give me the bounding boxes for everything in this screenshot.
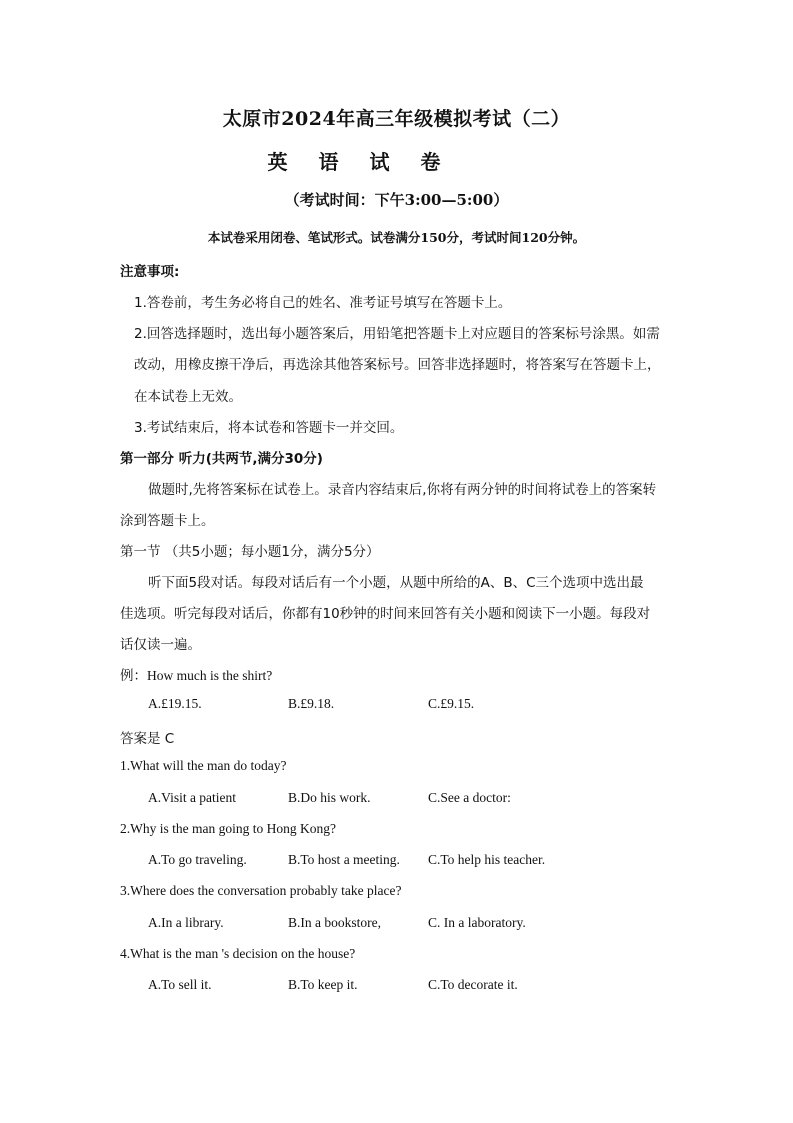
q3-option-c: C. In a laboratory. — [428, 915, 526, 930]
q4-option-c: C.To decorate it. — [428, 977, 518, 992]
q2-option-b: B.To host a meeting. — [288, 852, 400, 867]
example-option-c: C.£9.15. — [428, 696, 475, 711]
example-prefix: 例： — [120, 668, 147, 684]
section1-intro: 佳选项。听完每段对话后，你都有10秒钟的时间来回答有关小题和阅读下一小题。每段对 — [120, 606, 651, 622]
example-question — [120, 664, 272, 684]
q2-option-c: C.To help his teacher. — [428, 852, 546, 867]
part1-intro: 做题时,先将答案标在试卷上。录音内容结束后,你将有两分钟的时间将试卷上的答案转 — [148, 482, 657, 498]
example-question-text: How much is the shirt? — [147, 668, 273, 683]
instructions-heading: 注意事项: — [120, 264, 180, 280]
instruction-item: 2.回答选择题时，选出每小题答案后，用铅笔把答题卡上对应题目的答案标号涂黑。如需 — [134, 326, 660, 342]
example-option-a: A.£19.15. — [148, 696, 202, 711]
section1-intro: 听下面5段对话。每段对话后有一个小题，从题中所给的A、B、C三个选项中选出最 — [148, 575, 644, 591]
q4-option-a: A.To sell it. — [148, 977, 212, 992]
q1-option-a: A.Visit a patient — [148, 790, 237, 805]
instruction-item: 1.答卷前，考生务必将自己的姓名、准考证号填写在答题卡上。 — [134, 295, 512, 311]
question-4: 4.What is the man 's decision on the house? — [120, 946, 356, 961]
exam-time: （考试时间：下午3:00—5:00） — [284, 191, 509, 209]
q4-option-b: B.To keep it. — [288, 977, 358, 992]
section1-heading: 第一节 （共5小题；每小题1分，满分5分） — [120, 544, 380, 560]
part1-heading: 第一部分 听力(共两节,满分30分) — [120, 451, 323, 467]
example-option-b: B.£9.18. — [288, 696, 335, 711]
q1-option-c: C.See a doctor: — [428, 790, 511, 805]
question-1: 1.What will the man do today? — [120, 758, 287, 773]
example-answer: 答案是 C — [120, 731, 175, 747]
question-3: 3.Where does the conversation probably take place? — [120, 883, 402, 898]
instruction-item: 改动，用橡皮擦干净后，再选涂其他答案标号。回答非选择题时，将答案写在答题卡上， — [134, 357, 661, 373]
instruction-item: 3.考试结束后，将本试卷和答题卡一并交回。 — [134, 420, 404, 436]
q3-option-a: A.In a library. — [148, 915, 224, 930]
q2-option-a: A.To go traveling. — [148, 852, 247, 867]
instruction-item: 在本试卷上无效。 — [134, 389, 242, 405]
part1-intro: 涂到答题卡上。 — [120, 513, 215, 529]
section1-intro: 话仅读一遍。 — [120, 637, 201, 653]
exam-notice: 本试卷采用闭卷、笔试形式。试卷满分150分，考试时间120分钟。 — [207, 230, 586, 245]
subject-title: 英 语 试 卷 — [267, 150, 453, 174]
q3-option-b: B.In a bookstore, — [288, 915, 381, 930]
question-2: 2.Why is the man going to Hong Kong? — [120, 821, 336, 836]
exam-title: 太原市2024年高三年级模拟考试（二） — [222, 108, 571, 130]
q1-option-b: B.Do his work. — [288, 790, 371, 805]
